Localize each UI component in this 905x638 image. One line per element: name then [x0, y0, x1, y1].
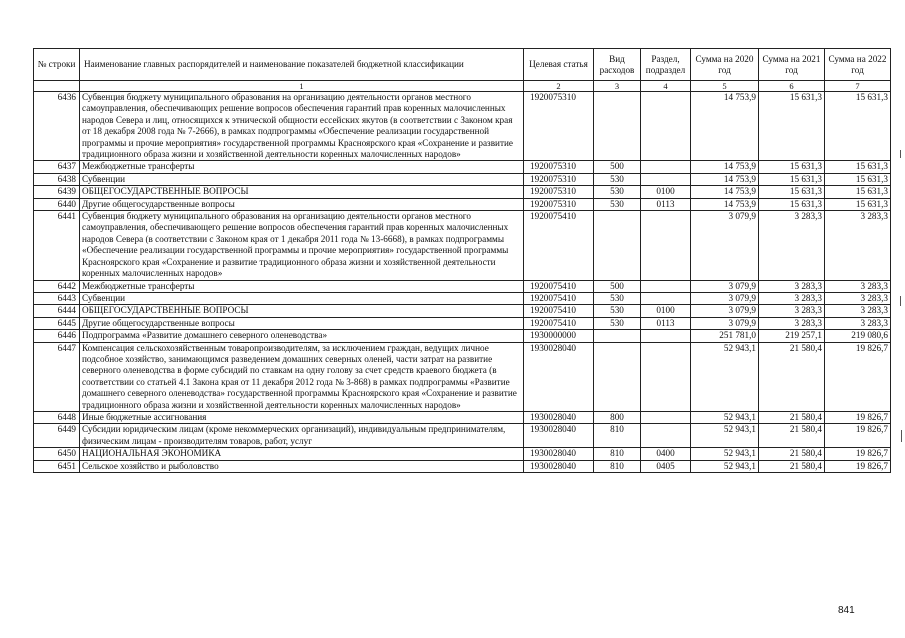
- sum-2020: 52 943,1: [691, 411, 759, 423]
- target-article: 1920075310: [524, 198, 594, 210]
- header-row-number: № строки: [34, 49, 80, 81]
- sum-2022: 19 826,7: [825, 460, 891, 472]
- section-code: [641, 161, 691, 173]
- scan-mark: [900, 150, 901, 158]
- row-number: 6441: [34, 211, 80, 280]
- row-name: НАЦИОНАЛЬНАЯ ЭКОНОМИКА: [80, 448, 524, 460]
- row-number: 6448: [34, 411, 80, 423]
- sum-2021: 21 580,4: [759, 342, 825, 411]
- sum-2020: 14 753,9: [691, 92, 759, 161]
- section-code: 0113: [641, 317, 691, 329]
- target-article: 1930028040: [524, 342, 594, 411]
- table-row: [34, 198, 891, 210]
- sum-2022: 15 631,3: [825, 198, 891, 210]
- row-number: 6447: [34, 342, 80, 411]
- table-row: [34, 424, 891, 448]
- section-code: [641, 330, 691, 342]
- section-code: [641, 424, 691, 448]
- table-row: [34, 317, 891, 329]
- expense-type: 810: [594, 448, 641, 460]
- expense-type: 530: [594, 173, 641, 185]
- sum-2021: 21 580,4: [759, 460, 825, 472]
- sum-2021: 3 283,3: [759, 211, 825, 280]
- row-name: ОБЩЕГОСУДАРСТВЕННЫЕ ВОПРОСЫ: [80, 305, 524, 317]
- row-name: Субвенции: [80, 173, 524, 185]
- row-number: 6438: [34, 173, 80, 185]
- sum-2021: 3 283,3: [759, 292, 825, 304]
- sum-2020: 14 753,9: [691, 161, 759, 173]
- row-number: 6450: [34, 448, 80, 460]
- expense-type: [594, 330, 641, 342]
- column-number: 1: [80, 81, 524, 92]
- expense-type: 500: [594, 280, 641, 292]
- target-article: 1920075410: [524, 317, 594, 329]
- expense-type: 530: [594, 317, 641, 329]
- row-number: 6439: [34, 186, 80, 198]
- target-article: 1920075410: [524, 211, 594, 280]
- sum-2020: 52 943,1: [691, 342, 759, 411]
- row-name: Межбюджетные трансферты: [80, 161, 524, 173]
- target-article: 1920075410: [524, 280, 594, 292]
- sum-2022: 19 826,7: [825, 448, 891, 460]
- row-number: 6437: [34, 161, 80, 173]
- column-number: [34, 81, 80, 92]
- table-row: [34, 305, 891, 317]
- header-sum-2021: Сумма на 2021 год: [759, 49, 825, 81]
- sum-2022: 219 080,6: [825, 330, 891, 342]
- sum-2020: 52 943,1: [691, 424, 759, 448]
- page-number: 841: [838, 605, 855, 616]
- target-article: 1930000000: [524, 330, 594, 342]
- scan-mark: [900, 296, 901, 306]
- sum-2021: 3 283,3: [759, 305, 825, 317]
- column-number: 6: [759, 81, 825, 92]
- target-article: 1920075410: [524, 305, 594, 317]
- section-code: [641, 292, 691, 304]
- sum-2022: 19 826,7: [825, 342, 891, 411]
- row-number: 6445: [34, 317, 80, 329]
- budget-table: [33, 48, 891, 473]
- section-code: 0405: [641, 460, 691, 472]
- table-row: [34, 186, 891, 198]
- sum-2021: 15 631,3: [759, 173, 825, 185]
- expense-type: 810: [594, 460, 641, 472]
- table-row: [34, 211, 891, 280]
- sum-2021: 21 580,4: [759, 448, 825, 460]
- expense-type: 800: [594, 411, 641, 423]
- sum-2020: 3 079,9: [691, 305, 759, 317]
- header-sum-2022: Сумма на 2022 год: [825, 49, 891, 81]
- header-sum-2020: Сумма на 2020 год: [691, 49, 759, 81]
- expense-type: [594, 342, 641, 411]
- target-article: 1930028040: [524, 424, 594, 448]
- table-row: [34, 173, 891, 185]
- sum-2021: 3 283,3: [759, 280, 825, 292]
- sum-2020: 14 753,9: [691, 186, 759, 198]
- row-name: Иные бюджетные ассигнования: [80, 411, 524, 423]
- sum-2022: 15 631,3: [825, 161, 891, 173]
- row-name: Субвенция бюджету муниципального образования на организацию деятельности органов местного самоуправления, обеспечивающих решение вопросов обеспечения гарантий прав коренных малочисленных народов Севера и лиц, относящихся к этнической общности ессейских якутов (в соответствии с Законом края от 18 декабря 2008 года № 7-2666), в рамках подпрограммы «Обеспечение реализации государственной программы и прочие мероприятия» государственной программы Красноярского края «Сохранение и развитие традиционного образа жизни и хозяйственной деятельности коренных малочисленных народов»: [80, 92, 524, 161]
- row-name: Субвенции: [80, 292, 524, 304]
- section-code: [641, 92, 691, 161]
- table-row: [34, 460, 891, 472]
- table-body: [34, 92, 891, 473]
- expense-type: [594, 211, 641, 280]
- row-number: 6446: [34, 330, 80, 342]
- section-code: 0100: [641, 186, 691, 198]
- row-number: 6449: [34, 424, 80, 448]
- row-number: 6443: [34, 292, 80, 304]
- target-article: 1920075410: [524, 292, 594, 304]
- column-number: 3: [594, 81, 641, 92]
- header-target-article: Целевая статья: [524, 49, 594, 81]
- sum-2022: 3 283,3: [825, 280, 891, 292]
- table-row: [34, 330, 891, 342]
- sum-2022: 3 283,3: [825, 317, 891, 329]
- table-row: [34, 92, 891, 161]
- expense-type: 500: [594, 161, 641, 173]
- row-name: Субвенция бюджету муниципального образования на организацию деятельности органов местного самоуправления, обеспечивающего решение вопросов обеспечения гарантий прав коренных малочисленных народов Севера (в соответствии с Законом края от 1 декабря 2011 года № 13-6668), в рамках подпрограммы «Обеспечение реализации государственной программы и прочие мероприятия» государственной программы Красноярского края «Сохранение и развитие традиционного образа жизни и хозяйственной деятельности коренных малочисленных народов»: [80, 211, 524, 280]
- row-name: Компенсация сельскохозяйственным товаропроизводителям, за исключением граждан, ведущих личное подсобное хозяйство, занимающимся разведением домашних северных оленей, части затрат на развитие северного оленеводства в форме субсидий по ставкам на одну голову за счет средств краевого бюджета (в соответствии со статьей 4.1 Закона края от 11 декабря 2012 года № 3-868) в рамках подпрограммы «Развитие домашнего северного оленеводства» государственной программы Красноярского края «Сохранение и развитие традиционного образа жизни и хозяйственной деятельности коренных малочисленных народов»: [80, 342, 524, 411]
- header-section: Раздел, подраздел: [641, 49, 691, 81]
- sum-2021: 15 631,3: [759, 186, 825, 198]
- sum-2020: 52 943,1: [691, 448, 759, 460]
- row-number: 6442: [34, 280, 80, 292]
- column-number: 7: [825, 81, 891, 92]
- target-article: 1920075310: [524, 161, 594, 173]
- column-number: 4: [641, 81, 691, 92]
- sum-2021: 21 580,4: [759, 424, 825, 448]
- header-expense-type: Вид расходов: [594, 49, 641, 81]
- row-number: 6440: [34, 198, 80, 210]
- row-number: 6451: [34, 460, 80, 472]
- header-name: Наименование главных распорядителей и наименование показателей бюджетной классификации: [80, 49, 524, 81]
- sum-2022: 19 826,7: [825, 411, 891, 423]
- column-number-row: [34, 81, 891, 92]
- target-article: 1920075310: [524, 173, 594, 185]
- target-article: 1930028040: [524, 460, 594, 472]
- sum-2021: 219 257,1: [759, 330, 825, 342]
- target-article: 1920075310: [524, 92, 594, 161]
- row-number: 6436: [34, 92, 80, 161]
- sum-2022: 15 631,3: [825, 92, 891, 161]
- section-code: 0113: [641, 198, 691, 210]
- table-row: [34, 280, 891, 292]
- row-name: Другие общегосударственные вопросы: [80, 317, 524, 329]
- target-article: 1930028040: [524, 411, 594, 423]
- column-number: 2: [524, 81, 594, 92]
- sum-2020: 251 781,0: [691, 330, 759, 342]
- target-article: 1920075310: [524, 186, 594, 198]
- section-code: [641, 173, 691, 185]
- header-row: [34, 49, 891, 81]
- sum-2021: 3 283,3: [759, 317, 825, 329]
- sum-2020: 3 079,9: [691, 211, 759, 280]
- expense-type: [594, 92, 641, 161]
- sum-2021: 21 580,4: [759, 411, 825, 423]
- table-row: [34, 161, 891, 173]
- expense-type: 530: [594, 292, 641, 304]
- sum-2021: 15 631,3: [759, 198, 825, 210]
- row-number: 6444: [34, 305, 80, 317]
- target-article: 1930028040: [524, 448, 594, 460]
- sum-2022: 3 283,3: [825, 292, 891, 304]
- sum-2022: 15 631,3: [825, 186, 891, 198]
- budget-document: [33, 48, 890, 473]
- expense-type: 530: [594, 186, 641, 198]
- table-row: [34, 411, 891, 423]
- sum-2020: 3 079,9: [691, 280, 759, 292]
- section-code: [641, 211, 691, 280]
- expense-type: 810: [594, 424, 641, 448]
- column-number: 5: [691, 81, 759, 92]
- section-code: 0400: [641, 448, 691, 460]
- section-code: 0100: [641, 305, 691, 317]
- table-row: [34, 292, 891, 304]
- sum-2022: 3 283,3: [825, 211, 891, 280]
- row-name: Сельское хозяйство и рыболовство: [80, 460, 524, 472]
- sum-2020: 14 753,9: [691, 173, 759, 185]
- section-code: [641, 342, 691, 411]
- row-name: Другие общегосударственные вопросы: [80, 198, 524, 210]
- sum-2020: 52 943,1: [691, 460, 759, 472]
- row-name: Субсидии юридическим лицам (кроме некоммерческих организаций), индивидуальным предпринимателям, физическим лицам - производителям товаров, работ, услуг: [80, 424, 524, 448]
- sum-2021: 15 631,3: [759, 161, 825, 173]
- sum-2022: 15 631,3: [825, 173, 891, 185]
- sum-2020: 3 079,9: [691, 317, 759, 329]
- table-row: [34, 342, 891, 411]
- section-code: [641, 280, 691, 292]
- table-row: [34, 448, 891, 460]
- row-name: Межбюджетные трансферты: [80, 280, 524, 292]
- row-name: ОБЩЕГОСУДАРСТВЕННЫЕ ВОПРОСЫ: [80, 186, 524, 198]
- expense-type: 530: [594, 305, 641, 317]
- section-code: [641, 411, 691, 423]
- sum-2022: 19 826,7: [825, 424, 891, 448]
- expense-type: 530: [594, 198, 641, 210]
- scan-mark: [901, 430, 902, 442]
- sum-2021: 15 631,3: [759, 92, 825, 161]
- sum-2020: 3 079,9: [691, 292, 759, 304]
- sum-2022: 3 283,3: [825, 305, 891, 317]
- row-name: Подпрограмма «Развитие домашнего северного оленеводства»: [80, 330, 524, 342]
- sum-2020: 14 753,9: [691, 198, 759, 210]
